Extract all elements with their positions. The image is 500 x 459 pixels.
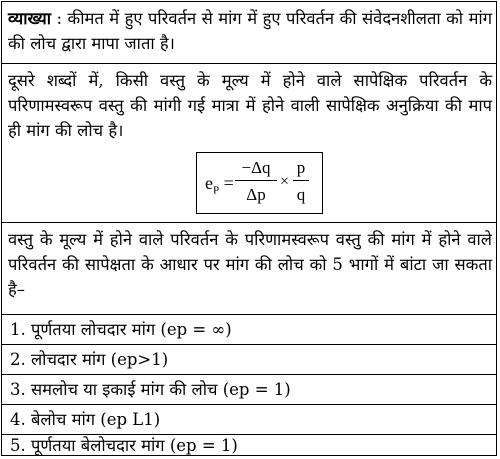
- formula-lhs: $e_P$ =: [205, 173, 234, 197]
- elasticity-formula: [196, 152, 323, 214]
- type-item: 1. पूर्णतया लोचदार मांग (ep = ∞): [10, 320, 232, 339]
- type-item: 4. बेलोच मांग (ep L1): [10, 410, 161, 429]
- formula-denominator-q: q: [296, 185, 306, 204]
- formula-fraction-change: [235, 158, 277, 205]
- formula-times-sign: ×: [280, 173, 290, 190]
- type-item: 5. पूर्णतया बेलोचदार मांग (ep = 1): [10, 436, 238, 455]
- content-table: [1, 1, 497, 456]
- definition-row: [2, 2, 497, 64]
- type-row-3: [2, 375, 497, 405]
- definition-paragraph: [2, 2, 497, 56]
- explanation-paragraph: दूसरे शब्दों में, किसी वस्तु के मूल्य में होने वाले सापेक्षिक परिवर्तन के परिणामस्वरूप वस्तु की मांगी गई मात्रा में होने वाली सापेक्षिक अनुक्रिया की माप ही मांग की लोच है।: [8, 71, 492, 140]
- type-row-4: [2, 405, 497, 435]
- type-item: 3. समलोच या इकाई मांग की लोच (ep = 1): [10, 380, 291, 399]
- formula-numerator-dq: −Δq: [235, 158, 277, 181]
- type-row-5: [2, 435, 497, 456]
- type-row-1: [2, 315, 497, 345]
- definition-text: कीमत में हुए परिवर्तन से मांग में हुए परिवर्तन की संवेदनशीलता को मांग की लोच द्वारा मापा जाता है।: [8, 9, 492, 53]
- types-intro-row: [2, 223, 497, 315]
- formula-fraction-ratio: [293, 158, 309, 205]
- types-intro-paragraph: वस्तु के मूल्य में होने वाले परिवर्तन के परिणामस्वरूप वस्तु की मांग में होने वाले परिवर्तन की सापेक्षता के आधार पर मांग की लोच को 5 भागों में बांटा जा सकता है–: [8, 230, 492, 299]
- type-row-2: [2, 345, 497, 375]
- definition-separator: :: [56, 9, 63, 28]
- formula-numerator-p: p: [293, 158, 309, 181]
- definition-keyword: व्याख्या: [8, 9, 51, 28]
- type-item: 2. लोचदार मांग (ep>1): [10, 350, 169, 369]
- explanation-row: [2, 64, 497, 223]
- formula-denominator-dp: Δp: [246, 185, 266, 204]
